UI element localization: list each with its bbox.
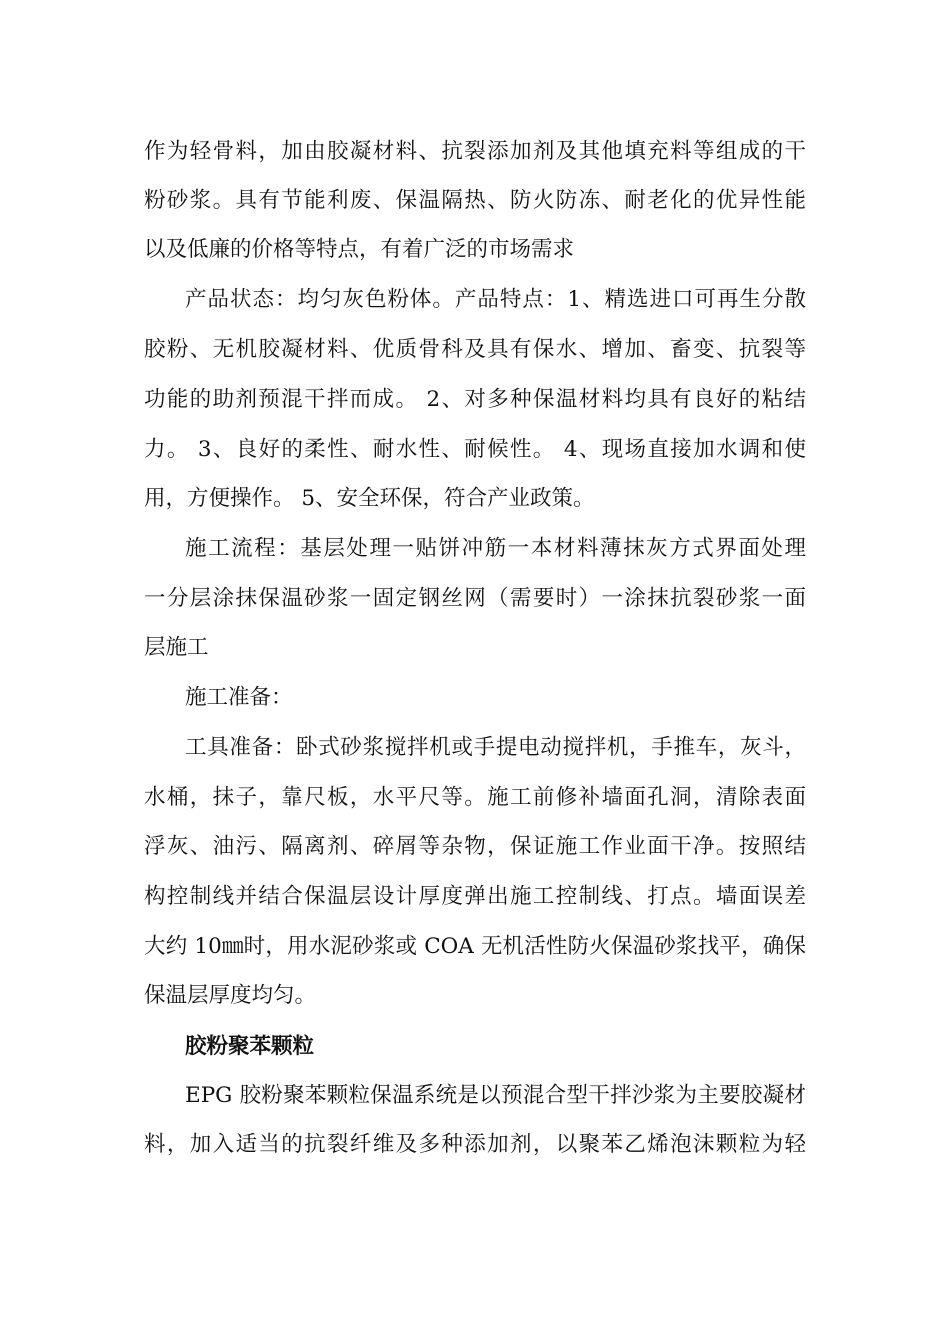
paragraph-line: 构控制线并结合保温层设计厚度弹出施工控制线、打点。墙面误差 [144,884,806,909]
paragraph-line: 工具准备：卧式砂浆搅拌机或手提电动搅拌机，手推车，灰斗， [185,735,806,760]
paragraph-line: 力。 3、良好的柔性、耐水性、耐候性。 4、现场直接加水调和使 [144,437,806,462]
paragraph-line: 以及低廉的价格等特点，有着广泛的市场需求 [144,237,575,262]
section-heading: 胶粉聚苯颗粒 [185,1034,315,1059]
paragraph-line: 作为轻骨料，加由胶凝材料、抗裂添加剂及其他填充料等组成的干 [144,139,806,164]
paragraph-line: 产品状态：均匀灰色粉体。产品特点：1、精选进口可再生分散 [185,287,806,312]
paragraph-line: EPG 胶粉聚苯颗粒保温系统是以预混合型干拌沙浆为主要胶凝材 [185,1083,806,1108]
paragraph-line: 料，加入适当的抗裂纤维及多种添加剂，以聚苯乙烯泡沫颗粒为轻 [144,1132,806,1157]
paragraph-line: 施工准备： [185,685,293,710]
paragraph-line: 用，方便操作。 5、安全环保，符合产业政策。 [144,486,595,511]
paragraph-line: 水桶，抹子，靠尺板，水平尺等。施工前修补墙面孔洞，清除表面 [144,785,806,810]
paragraph-line: 施工流程：基层处理一贴饼冲筋一本材料薄抹灰方式界面处理 [185,536,806,561]
paragraph-line: 层施工 [144,635,209,660]
paragraph-line: 功能的助剂预混干拌而成。 2、对多种保温材料均具有良好的粘结 [144,387,806,412]
paragraph-line: 大约 10㎜时，用水泥砂浆或 COA 无机活性防火保温砂浆找平，确保 [144,934,806,959]
paragraph-line: 粉砂浆。具有节能利废、保温隔热、防火防冻、耐老化的优异性能 [144,188,806,213]
paragraph-line: 一分层涂抹保温砂浆一固定钢丝网（需要时）一涂抹抗裂砂浆一面 [144,586,806,611]
paragraph-line: 胶粉、无机胶凝材料、优质骨科及具有保水、增加、畜变、抗裂等 [144,337,806,362]
paragraph-line: 浮灰、油污、隔离剂、碎屑等杂物，保证施工作业面干净。按照结 [144,834,806,859]
paragraph-line: 保温层厚度均匀。 [144,983,317,1008]
